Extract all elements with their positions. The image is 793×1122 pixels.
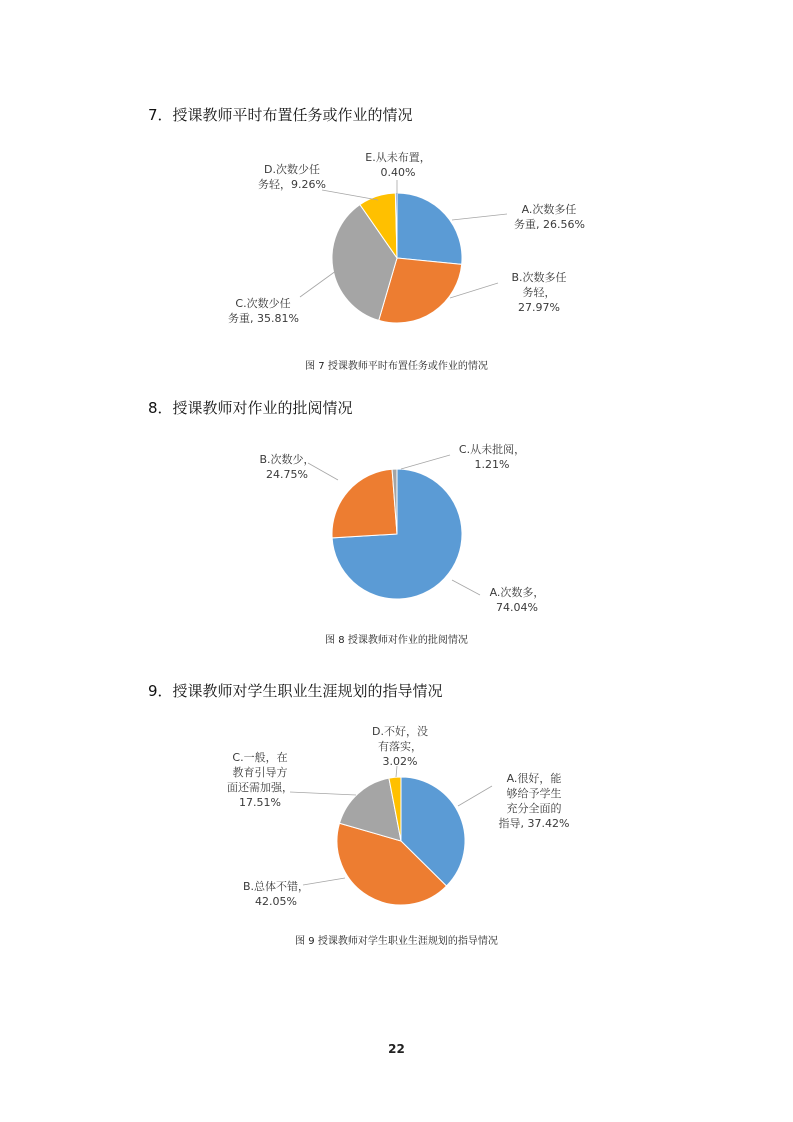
section-8-heading: 8．授课教师对作业的批阅情况 [148,399,353,417]
data-label-line: 3.02% [382,755,418,768]
data-label-line: A.次数多， [489,586,545,599]
leader-line [401,455,450,469]
leader-line [322,190,378,200]
data-label-line: B.次数少， [259,453,315,466]
data-label-line: 0.40% [380,166,416,179]
leader-line [300,268,340,297]
data-label-line: 够给予学生 [506,787,562,800]
section-9-heading: 9．授课教师对学生职业生涯规划的指导情况 [148,682,443,700]
pie-svg [0,435,793,625]
data-label [360,150,436,180]
data-label-line: C.次数少任 [235,297,291,310]
data-label [504,270,574,315]
data-label [482,585,552,615]
section-7-heading: 7．授课教师平时布置任务或作业的情况 [148,106,413,124]
pie-chart-career-guidance [0,715,793,925]
data-label-line: 教育引导方 [232,766,288,779]
data-label [236,879,316,909]
data-label-line: 务轻， [522,286,556,299]
data-label [514,202,584,232]
data-label [257,162,327,192]
data-label-line: 有落实， [378,740,422,753]
data-label-line: 务轻，9.26% [258,178,326,191]
data-label-line: A.很好，能 [506,772,562,785]
data-label-line: 17.51% [239,796,281,809]
figure-8-caption: 图 8 授课教师对作业的批阅情况 [325,635,468,646]
data-label-line: 24.75% [266,468,308,481]
data-label-line: 42.05% [255,895,297,908]
data-label-line: B.次数多任 [511,271,567,284]
data-label [494,771,574,831]
data-label-line: C.一般，在 [232,751,288,764]
pie-slice [397,193,462,264]
data-label-line: 务重, 26.56% [514,218,585,231]
data-label [252,452,322,482]
data-label-line: D.次数少任 [264,163,320,176]
pie-chart-grading [0,435,793,625]
page-number: 22 [388,1042,405,1056]
data-label [362,724,438,769]
data-label-line: C.从未批阅， [458,443,526,456]
pie-slice [332,469,397,538]
pie-chart-assignments [0,140,793,350]
data-label-line: 面还需加强， [227,781,293,794]
data-label-line: 1.21% [474,458,510,471]
data-label-line: A.次数多任 [521,203,577,216]
data-label [228,296,298,326]
figure-7-caption: 图 7 授课教师平时布置任务或作业的情况 [305,361,488,372]
data-label-line: 指导, 37.42% [498,817,570,830]
leader-line [458,786,492,806]
data-label-line: 74.04% [496,601,538,614]
data-label-line: D.不好，没 [372,725,428,738]
data-label-line: 充分全面的 [506,802,562,815]
figure-9-caption: 图 9 授课教师对学生职业生涯规划的指导情况 [295,936,498,947]
leader-line [452,214,507,220]
data-label-line: B.总体不错， [242,880,310,893]
data-label-line: 务重, 35.81% [228,312,299,325]
data-label [452,442,532,472]
data-label-line: E.从未布置， [365,151,431,164]
data-label [220,750,300,810]
data-label-line: 27.97% [518,301,560,314]
leader-line [450,283,498,298]
leader-line [452,580,480,595]
